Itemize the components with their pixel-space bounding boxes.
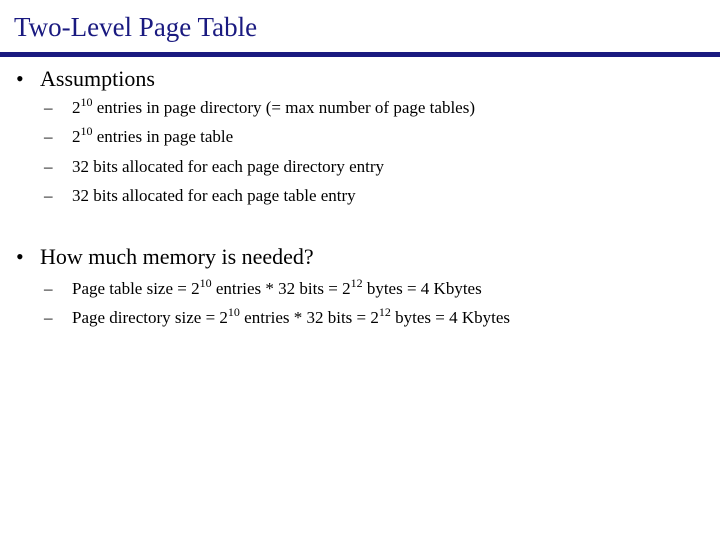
- dash-icon: –: [44, 157, 53, 176]
- slide-title: Two-Level Page Table: [14, 12, 258, 42]
- dash-icon: –: [44, 308, 53, 327]
- sub-item-dir-entry-bits: – 32 bits allocated for each page directory entry: [44, 157, 385, 176]
- bullet-memory-needed: [16, 244, 314, 270]
- sub-item-page-directory-size: – Page directory size = $2^{10}$ entries * 32 bits = $2^{12}$ bytes = 4 Kbytes: [44, 305, 511, 327]
- dash-icon: –: [44, 279, 53, 298]
- sub-item-dir-entries: – $2^{10}$ entries in page directory (= max number of page tables): [44, 95, 475, 117]
- bullet-label: Assumptions: [40, 66, 155, 91]
- sub-item-table-entry-bits: – 32 bits allocated for each page table entry: [44, 186, 356, 205]
- sub-item-page-table-size: – Page table size = $2^{10}$ entries * 32 bits = $2^{12}$ bytes = 4 Kbytes: [44, 276, 482, 298]
- title-underline: [0, 52, 720, 57]
- bullet-assumptions: [16, 66, 155, 92]
- bullet-dot-icon: •: [16, 244, 24, 269]
- bullet-dot-icon: •: [16, 66, 24, 91]
- dash-icon: –: [44, 98, 53, 117]
- bullet-label: How much memory is needed?: [40, 244, 314, 269]
- sub-item-table-entries: – $2^{10}$ entries in page table: [44, 124, 234, 146]
- dash-icon: –: [44, 127, 53, 146]
- dash-icon: –: [44, 186, 53, 205]
